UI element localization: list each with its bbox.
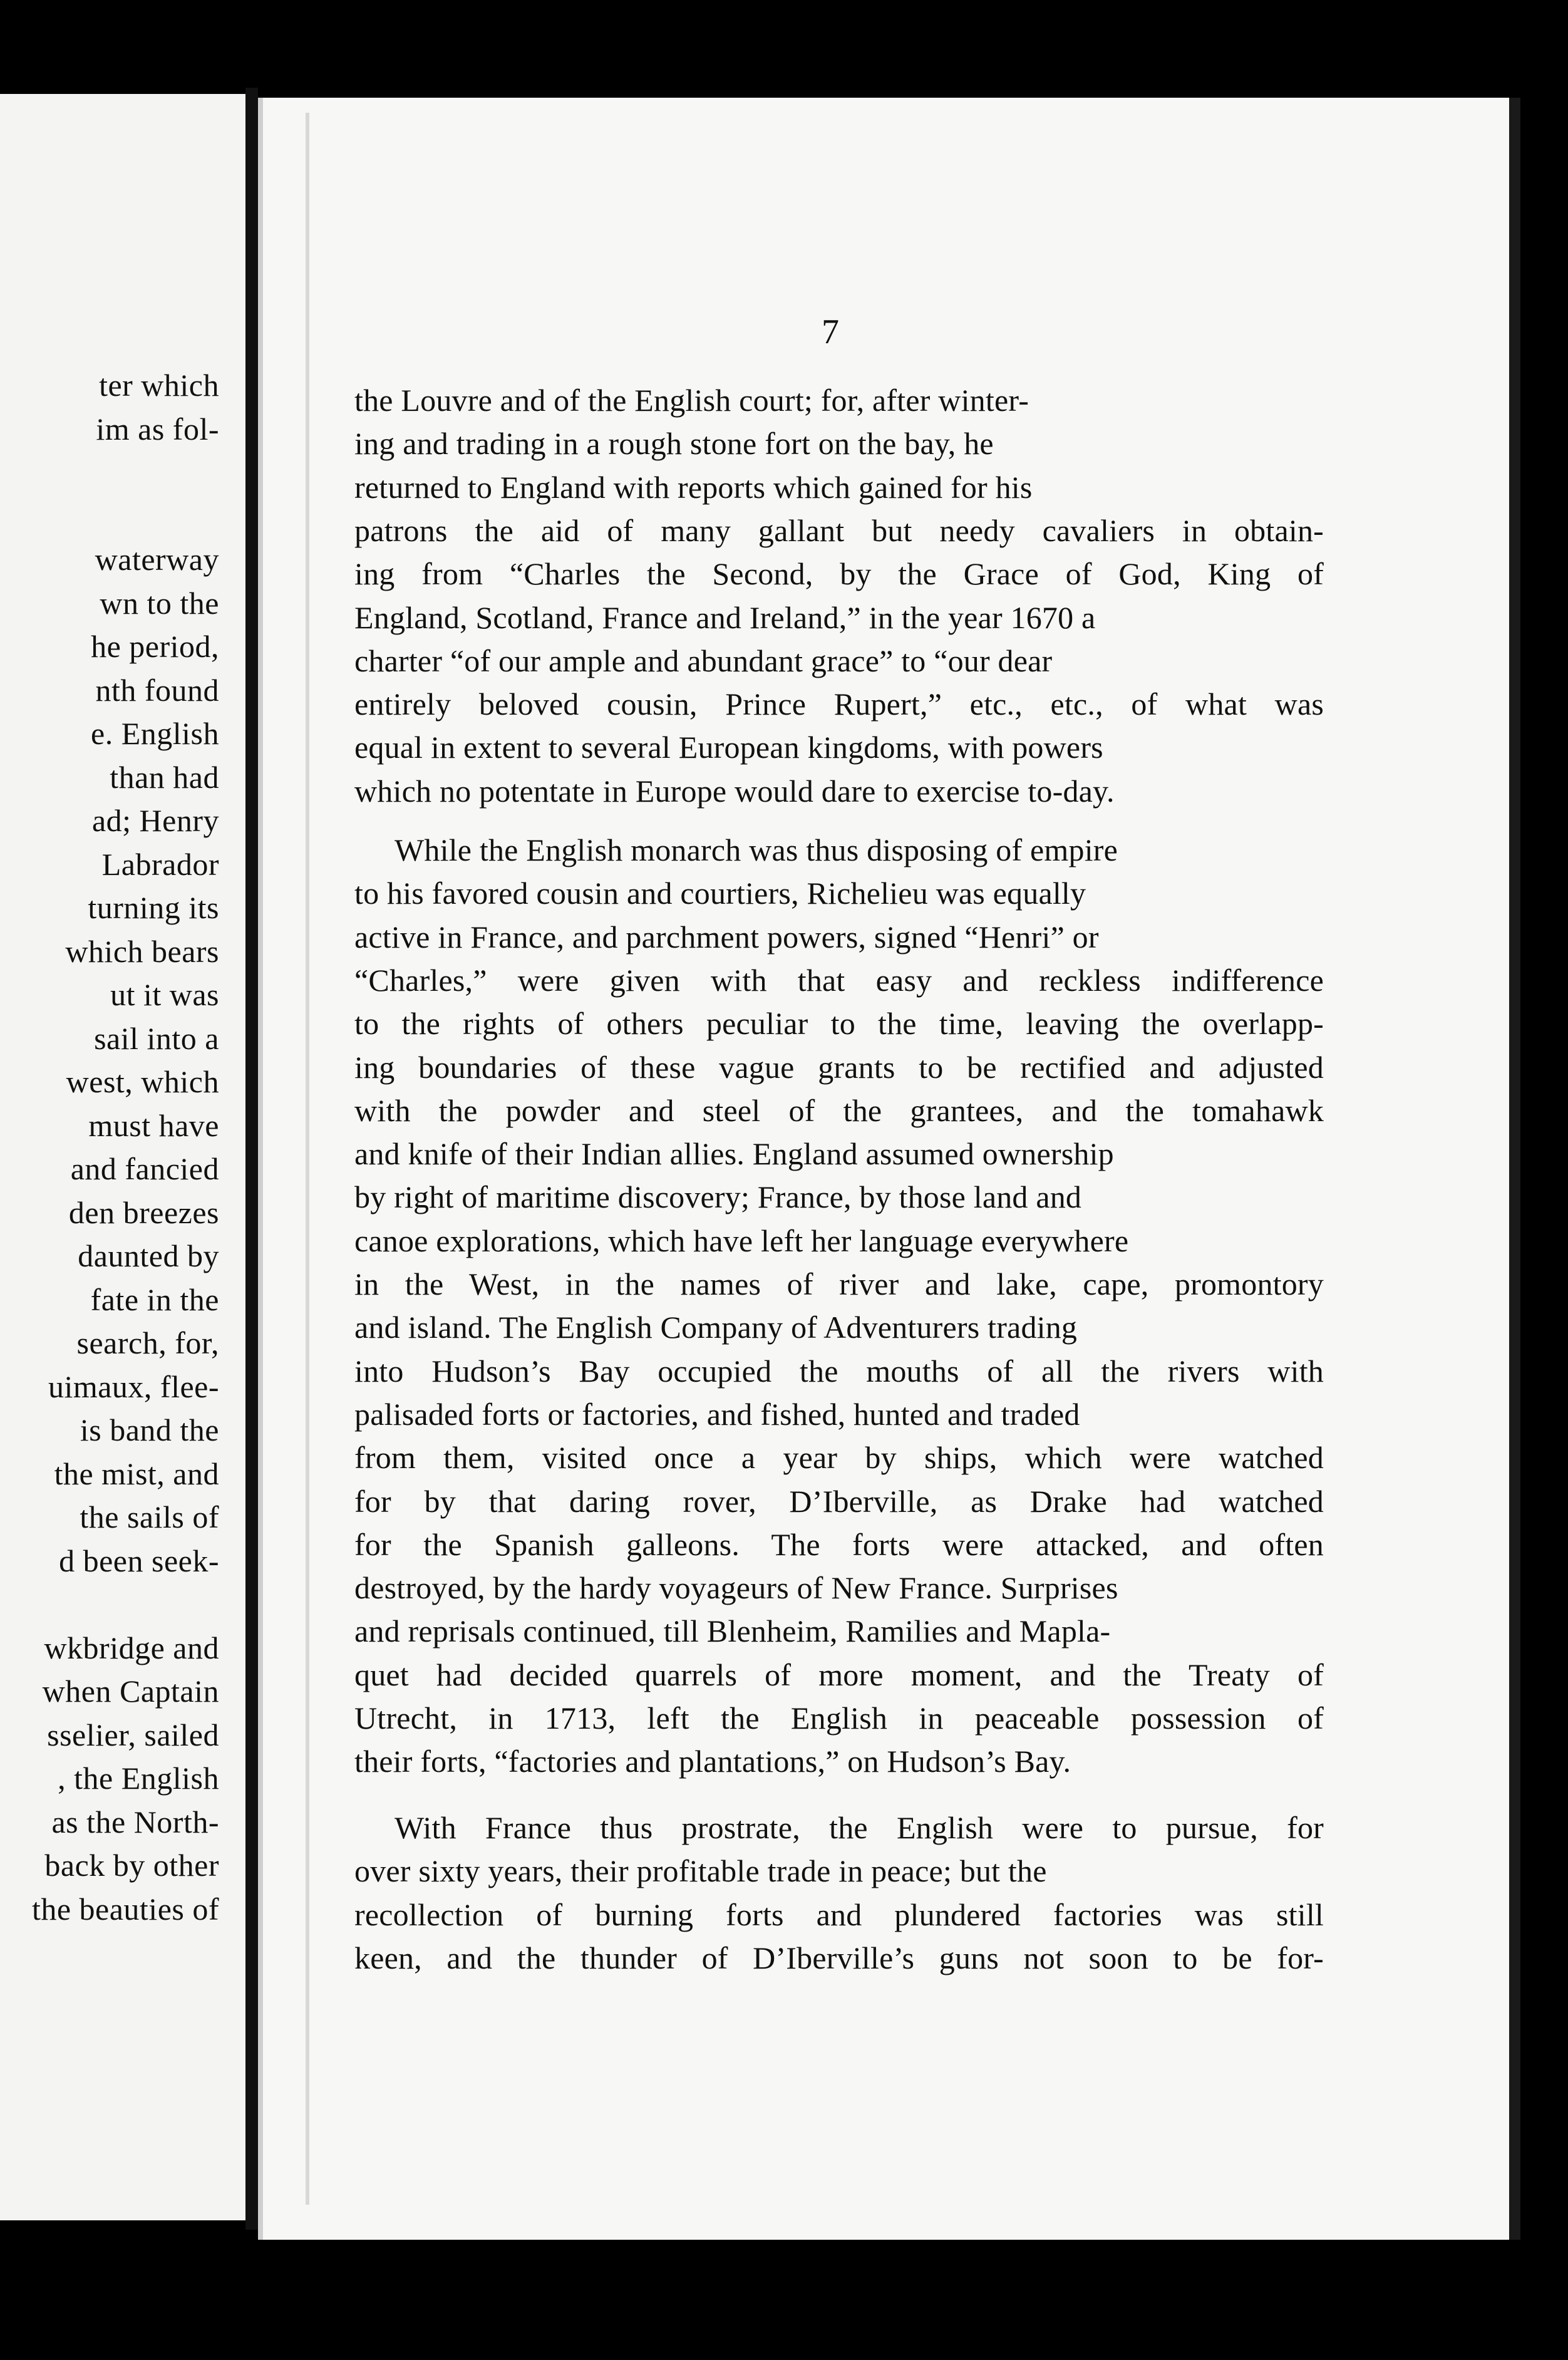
left-page-line: than had [110,759,219,795]
body-text-line: over sixty years, their profitable trade in peace; but the [354,1853,1047,1889]
left-page-line: fate in the [90,1281,219,1317]
body-text-line: “Charles,” were given with that easy and reckless indifference [354,962,1324,998]
left-page-line: which bears [65,933,219,969]
left-page-line: ut it was [110,977,219,1012]
body-text-line: keen, and the thunder of D’Iberville’s guns not soon to be for- [354,1940,1324,1975]
body-text-line: recollection of burning forts and plundered factories was still [354,1897,1324,1932]
left-page-line: west, which [66,1064,219,1099]
body-text-line: Utrecht, in 1713, left the English in peaceable possession of [354,1700,1324,1736]
body-text-line: canoe explorations, which have left her language everywhere [354,1223,1129,1258]
left-page-line: wn to the [100,585,219,621]
book-gutter [245,88,258,2230]
body-text-line: in the West, in the names of river and lake, cape, promontory [354,1266,1324,1302]
left-page-line: , the English [58,1761,219,1796]
body-text-line: entirely beloved cousin, Prince Rupert,” etc., etc., of what was [354,686,1324,722]
left-page-line: he period, [91,629,219,664]
left-page-line: Labrador [101,846,219,882]
left-page-line: daunted by [78,1238,219,1273]
body-text-line: England, Scotland, France and Ireland,” in the year 1670 a [354,599,1096,635]
page-number: 7 [822,313,839,351]
body-text-line: and knife of their Indian allies. England assumed ownership [354,1136,1114,1172]
left-page-line: is band the [80,1412,219,1447]
left-page-line: turning its [88,890,219,925]
left-page-line: nth found [95,672,219,708]
body-text-line: palisaded forts or factories, and fished, hunted and traded [354,1396,1080,1432]
body-text-line: and island. The English Company of Adventurers trading [354,1310,1078,1345]
body-text-line: While the English monarch was thus disposing of empire [395,832,1118,867]
body-text-line: With France thus prostrate, the English were to pursue, for [395,1810,1324,1845]
body-text-line: destroyed, by the hardy voyageurs of New France. Surprises [354,1570,1118,1606]
body-text-line: to the rights of others peculiar to the time, leaving the overlapp- [354,1006,1324,1042]
left-page-line: den breezes [68,1194,219,1230]
body-text-line: ing boundaries of these vague grants to be rectified and adjusted [354,1049,1324,1085]
left-page-line: the beauties of [31,1891,219,1927]
left-page-line: uimaux, flee- [48,1369,219,1404]
left-page-line: and fancied [70,1151,219,1186]
page-edge [306,113,309,2205]
left-page-line: must have [88,1107,219,1143]
body-text-line: for the Spanish galleons. The forts were attacked, and often [354,1526,1324,1562]
left-page-line: the sails of [80,1499,219,1535]
left-page-line: wkbridge and [44,1630,219,1665]
body-text-line: their forts, “factories and plantations,” on Hudson’s Bay. [354,1744,1071,1779]
left-page-line: d been seek- [59,1543,219,1578]
right-page-shadow [1509,98,1520,2240]
body-text-line: from them, visited once a year by ships, which were watched [354,1440,1324,1476]
body-text-line: ing from “Charles the Second, by the Grace of God, King of [354,556,1324,592]
left-page-line: sselier, sailed [47,1717,219,1752]
body-text-line: returned to England with reports which gained for his [354,469,1033,505]
left-page-line: as the North- [51,1804,219,1840]
body-text-line: equal in extent to several European kingdoms, with powers [354,730,1103,765]
left-page-line: back by other [44,1848,219,1883]
body-text-line: with the powder and steel of the grantees, and the tomahawk [354,1092,1324,1128]
body-text-line: charter “of our ample and abundant grace” to “our dear [354,643,1053,678]
left-page-line: when Captain [42,1674,219,1709]
left-page-line: waterway [95,542,219,577]
body-text-line: which no potentate in Europe would dare to exercise to-day. [354,773,1115,809]
body-text-line: and reprisals continued, till Blenheim, Ramilies and Mapla- [354,1613,1111,1649]
body-text-line: active in France, and parchment powers, signed “Henri” or [354,919,1099,955]
left-page [0,94,252,2220]
left-page-line: e. English [91,716,219,751]
body-text-line: ing and trading in a rough stone fort on the bay, he [354,426,994,462]
left-page-line: the mist, and [54,1456,219,1491]
left-page-line: ad; Henry [91,803,219,838]
body-text-line: into Hudson’s Bay occupied the mouths of all the rivers with [354,1353,1324,1389]
body-text-line: patrons the aid of many gallant but needy cavaliers in obtain- [354,512,1324,548]
body-text-line: to his favored cousin and courtiers, Richelieu was equally [354,876,1086,911]
body-text-line: the Louvre and of the English court; for, after winter- [354,383,1029,418]
left-page-line: ter which [99,368,219,403]
left-page-line: sail into a [94,1020,219,1056]
body-text-line: quet had decided quarrels of more moment, and the Treaty of [354,1657,1324,1692]
left-page-line: im as fol- [96,411,219,447]
body-text-line: by right of maritime discovery; France, by those land and [354,1179,1082,1215]
body-text-line: for by that daring rover, D’Iberville, as Drake had watched [354,1483,1324,1519]
left-page-line: search, for, [76,1325,219,1360]
